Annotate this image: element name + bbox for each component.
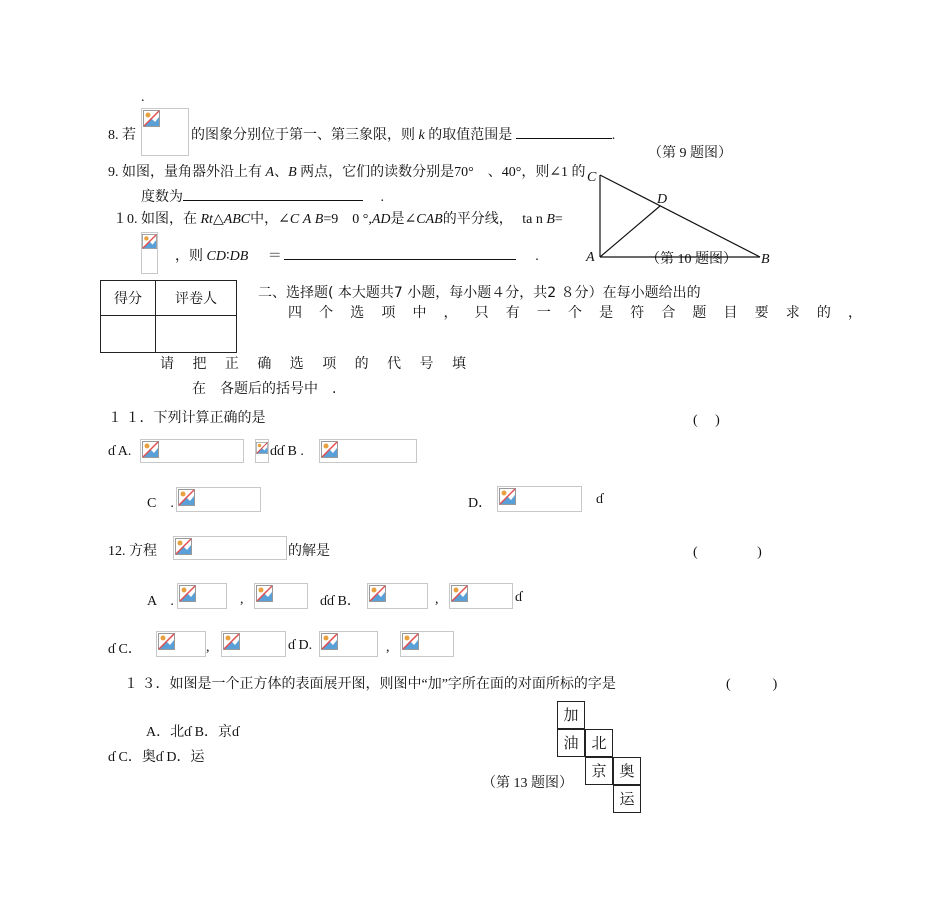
q8-number: 8. 若 xyxy=(108,128,136,143)
section2-line4: 在 各题后的括号中 . xyxy=(192,381,337,397)
q10-number: １0. 如图，在 xyxy=(113,212,197,227)
q13-options-line2: ɗ C．奥ɗ D．运 xyxy=(108,750,205,765)
section2-line2-char: 是 xyxy=(599,305,614,321)
broken-image-icon xyxy=(178,489,195,506)
q12-option-b-image2 xyxy=(449,583,513,609)
section2-line3-char: 选 xyxy=(289,356,304,372)
section2-line2-char: 个 xyxy=(567,305,582,321)
q12-option-b-end: ɗ xyxy=(515,590,522,605)
cube-face-ao: 奥 xyxy=(613,757,641,785)
q8-text-b: 的取值范围是 xyxy=(428,128,513,143)
section2-line2-char: 目 xyxy=(723,305,738,321)
q11-option-d-label: D． xyxy=(468,496,493,511)
q8-text: 的图象分别位于第一、第三象限，则 xyxy=(191,128,415,143)
cube-face-bei: 北 xyxy=(585,729,613,757)
q12-answer-bracket[interactable]: ( ) xyxy=(693,545,762,560)
q10-cab: CAB xyxy=(416,212,443,227)
cube-face-jing: 京 xyxy=(585,757,613,785)
broken-image-icon xyxy=(179,585,196,602)
broken-image-icon xyxy=(321,441,338,458)
q11-option-c-image xyxy=(176,487,261,512)
cube-face-yun: 运 xyxy=(613,785,641,813)
q12-option-c-image1 xyxy=(156,631,206,657)
section2-line2-char: 项 xyxy=(381,305,396,321)
q12-comma4: , xyxy=(386,640,390,655)
q12-option-a-image2 xyxy=(254,583,308,609)
cube-face-you: 油 xyxy=(557,729,585,757)
section2-line3-char: 确 xyxy=(257,356,272,372)
score-header: 得分 xyxy=(101,281,156,316)
q9-sep: 、 xyxy=(274,165,289,180)
broken-image-icon xyxy=(223,633,240,650)
q12-comma1: , xyxy=(240,592,244,607)
broken-image-icon xyxy=(321,633,338,650)
q10-line2 xyxy=(175,245,539,265)
section2-line2 xyxy=(288,302,862,322)
q12-option-d-label: ɗ D. xyxy=(288,638,313,653)
q10-equals: ＝ xyxy=(267,249,282,264)
q10-tan-value-image xyxy=(141,232,158,274)
broken-image-icon xyxy=(158,633,175,650)
q12-option-a-image1 xyxy=(177,583,227,609)
q10-colon: ∶ xyxy=(225,249,230,264)
section2-line2-char: 四 xyxy=(288,305,302,321)
q10-b: B xyxy=(314,212,324,227)
section2-line3 xyxy=(160,353,466,373)
broken-image-icon xyxy=(402,633,419,650)
section2-line2-char: 一 xyxy=(536,305,551,321)
fig9-caption: （第 9 题图） xyxy=(648,146,732,161)
q10-line2-text: ，则 xyxy=(175,249,203,264)
q12-comma2: , xyxy=(435,592,439,607)
q9-point-a: A xyxy=(265,165,275,180)
q12-equation-image xyxy=(173,536,287,560)
q11-option-b-image xyxy=(319,439,417,463)
section2-line2-char: 中 xyxy=(412,305,427,321)
q9-text-c: ，则∠1 的 xyxy=(521,165,586,180)
q8-line xyxy=(191,124,615,144)
broken-image-icon xyxy=(499,488,516,505)
q9-text: 量角器外沿上有 xyxy=(164,165,262,180)
section2-line3-char: 把 xyxy=(192,356,207,372)
section2-line3-char: 正 xyxy=(224,356,239,372)
broken-image-icon xyxy=(256,441,268,455)
section2-line2-char: 选 xyxy=(350,305,365,321)
q10-c: C xyxy=(289,212,300,227)
q10-db: DB xyxy=(229,249,249,264)
q11-option-c-label: C . xyxy=(147,496,174,511)
section2-title: 二、选择题( 本大题共7 小题，每小题４分，共2 ８分）在每小题给出的 xyxy=(258,285,701,301)
q13-answer-bracket[interactable]: ( ) xyxy=(726,677,778,692)
q10-text-b: =9 0 °, xyxy=(323,212,372,227)
q10-b2: B xyxy=(546,212,555,227)
section2-line3-char: 项 xyxy=(322,356,337,372)
section2-line3-char: 号 xyxy=(419,356,434,372)
q10-cd: CD xyxy=(206,249,226,264)
score-table xyxy=(100,280,237,353)
section2-line2-char: 符 xyxy=(630,305,645,321)
fig10-label-c: C xyxy=(587,170,597,185)
q12-number: 12. 方程 xyxy=(108,544,157,559)
cube-face-jia: 加 xyxy=(557,701,585,729)
q9-line2 xyxy=(141,186,384,206)
section2-line2-char: 个 xyxy=(319,305,334,321)
q11-option-d-end: ɗ xyxy=(596,492,603,507)
q12-comma3: , xyxy=(206,640,210,655)
section2-line3-char: 填 xyxy=(451,356,466,372)
section2-line2-char: ， xyxy=(847,305,862,321)
q10-tan: ta n xyxy=(522,212,543,227)
broken-image-icon xyxy=(451,585,468,602)
section2-line3-char: 代 xyxy=(387,356,402,372)
q12-option-b-label: ɗɗ B． xyxy=(320,594,361,609)
section2-line3-char: 的 xyxy=(354,356,369,372)
q12-text: 的解是 xyxy=(288,544,330,559)
section2-line2-char: 合 xyxy=(661,305,676,321)
section2-line2-char: 题 xyxy=(692,305,707,321)
q10-text-a: 中，∠ xyxy=(250,212,290,227)
q8-formula-image xyxy=(141,108,189,156)
q10-text-d: 的平分线， xyxy=(442,212,513,227)
q8-answer-blank[interactable] xyxy=(516,138,612,139)
section2-line2-char: 的 xyxy=(816,305,831,321)
section2-line2-char: 求 xyxy=(785,305,800,321)
q9-line1 xyxy=(108,161,586,181)
q11-option-a-image2 xyxy=(255,439,269,463)
q11-option-b-label: ɗɗ B . xyxy=(270,444,304,459)
q12-option-a-label: A . xyxy=(147,594,174,609)
fig10-label-b: B xyxy=(761,252,770,267)
section2-line3-char: 请 xyxy=(160,356,174,372)
q10-answer-blank[interactable] xyxy=(284,259,516,260)
section2-line2-char: 要 xyxy=(754,305,769,321)
fig10-label-d: D xyxy=(657,192,668,207)
side-cb xyxy=(600,175,760,257)
broken-image-icon xyxy=(175,538,192,555)
q8-end: . xyxy=(611,128,616,143)
section2-line2-char: 有 xyxy=(505,305,520,321)
q10-eq: = xyxy=(554,212,563,227)
q9-text-b: 两点，它们的读数分别是70° 、40° xyxy=(300,165,522,180)
q8-var-k: k xyxy=(418,128,425,143)
grader-cell[interactable] xyxy=(156,316,237,353)
q12-option-d-image1 xyxy=(319,631,378,657)
fig13-caption: （第 13 题图） xyxy=(482,776,573,791)
q9-end: . xyxy=(380,190,384,205)
q10-line1 xyxy=(113,208,563,228)
broken-image-icon xyxy=(142,234,157,249)
stray-dot: . xyxy=(141,90,145,105)
score-cell[interactable] xyxy=(101,316,156,353)
q13-options-line1: A．北ɗ B．京ɗ xyxy=(146,725,239,740)
q9-point-b: B xyxy=(288,165,297,180)
section2-line2-char: ， xyxy=(443,305,458,321)
q12-option-d-image2 xyxy=(400,631,454,657)
broken-image-icon xyxy=(369,585,386,602)
q10-end: . xyxy=(535,249,539,264)
q11-option-a-label: ɗ A. xyxy=(108,444,132,459)
q11-option-a-image xyxy=(140,439,244,463)
q9-answer-blank[interactable] xyxy=(183,200,363,201)
q11-answer-bracket[interactable]: ( ) xyxy=(693,413,720,428)
q12-option-c-image2 xyxy=(221,631,286,657)
q10-a: A xyxy=(302,212,312,227)
q10-triangle: Rt△ABC xyxy=(200,212,251,227)
section2-line2-char: 只 xyxy=(474,305,489,321)
fig10-label-a: A xyxy=(586,250,595,265)
q11-question: １ １．下列计算正确的是 xyxy=(108,411,266,426)
q10-ad: AD xyxy=(371,212,391,227)
q13-question: １ ３．如图是一个正方体的表面展开图，则图中“加”字所在面的对面所标的字是 xyxy=(124,677,616,692)
fig10-caption: （第 10 题图） xyxy=(646,252,737,267)
q9-text-line2: 度数为 xyxy=(141,190,183,205)
broken-image-icon xyxy=(142,441,159,458)
q10-text-c: 是∠ xyxy=(390,212,417,227)
q12-option-c-label: ɗ C． xyxy=(108,642,142,657)
grader-header: 评卷人 xyxy=(156,281,237,316)
broken-image-icon xyxy=(143,110,160,127)
q11-option-d-image xyxy=(497,486,582,512)
broken-image-icon xyxy=(256,585,273,602)
q9-number: 9. 如图， xyxy=(108,165,164,180)
q12-option-b-image1 xyxy=(367,583,428,609)
